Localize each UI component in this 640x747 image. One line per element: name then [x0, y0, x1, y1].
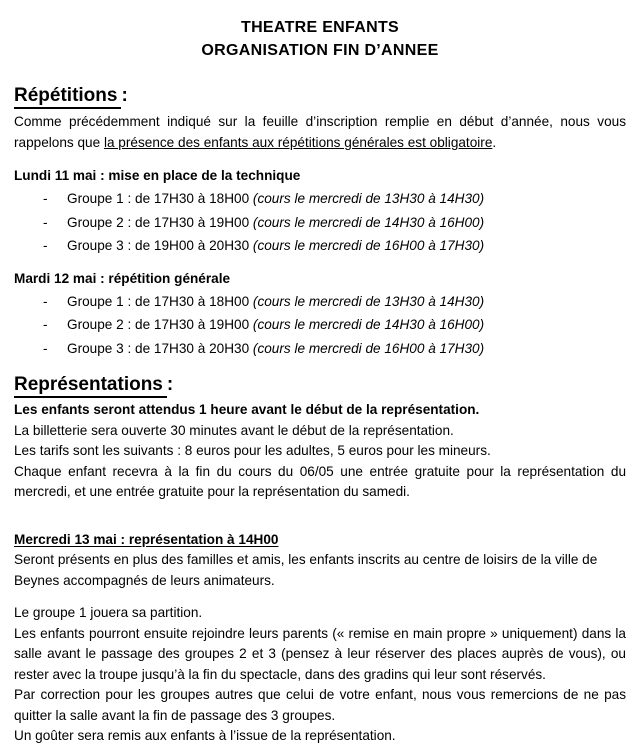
dash-bullet: - — [43, 340, 48, 356]
rehearsal-list-lundi — [14, 187, 626, 258]
representations-info — [14, 400, 626, 503]
day-heading-mardi: Mardi 12 mai : répétition générale — [14, 270, 231, 286]
intro-underlined-text: la présence des enfants aux répétitions générales est obligatoire — [103, 134, 493, 150]
dash-bullet: - — [43, 317, 48, 332]
course-time-note: (cours le mercredi de 13H30 à 14H30) — [252, 293, 485, 309]
document-title — [14, 16, 626, 62]
dash-bullet: - — [43, 214, 48, 230]
line-billetterie: La billetterie sera ouverte 30 minutes avant le début de la représentation. — [14, 422, 454, 438]
list-item — [14, 187, 626, 211]
heading-repetitions — [14, 85, 626, 109]
para-entree-gratuite: Chaque enfant recevra à la fin du cours du 06/05 une entrée gratuite pour la représentation du mercredi, et une entrée gratuite pour la représentation du samedi. — [14, 463, 626, 499]
title-line-1: THEATRE ENFANTS — [241, 19, 399, 36]
list-item — [14, 234, 626, 258]
list-item — [14, 313, 626, 337]
list-item-text: Groupe 1 : de 17H30 à 18H00 (cours le mercredi de 13H30 à 14H30) — [67, 191, 485, 206]
course-time-note: (cours le mercredi de 16H00 à 17H30) — [252, 238, 485, 253]
dash-bullet: - — [43, 191, 48, 206]
line-tarifs: Les tarifs sont les suivants : 8 euros pour les adultes, 5 euros pour les mineurs. — [14, 443, 491, 458]
para-gouter: Un goûter sera remis aux enfants à l’issue de la représentation. — [14, 728, 396, 743]
list-item — [14, 290, 626, 314]
day-heading-mercredi: Mercredi 13 mai : représentation à 14H00 — [14, 531, 279, 547]
course-time-note: (cours le mercredi de 13H30 à 14H30) — [252, 191, 485, 206]
para-groupe1: Le groupe 1 jouera sa partition. — [14, 605, 203, 620]
heading-repetitions-colon: : — [121, 85, 128, 106]
day-heading-lundi: Lundi 11 mai : mise en place de la technique — [14, 168, 301, 183]
para-parents: Les enfants pourront ensuite rejoindre leurs parents (« remise en main propre » uniquement) dans la salle avant le passage des groupes 2 et 3 (pensez à leur réserver des places auprès de vous), ou rester avec la troupe jusqu’à la fin du spectacle, dans des gradins qui leur sont réservés. — [14, 625, 626, 682]
course-time-note: (cours le mercredi de 16H00 à 17H30) — [252, 340, 485, 356]
heading-representations-colon: : — [166, 374, 174, 395]
title-line-2: ORGANISATION FIN D’ANNEE — [201, 42, 439, 59]
list-item-text: Groupe 2 : de 17H30 à 19H00 (cours le mercredi de 14H30 à 16H00) — [67, 214, 485, 230]
para-correction: Par correction pour les groupes autres que celui de votre enfant, nous vous remercions de ne pas quitter la salle avant la fin de passage des 3 groupes. — [14, 687, 626, 723]
course-time-note: (cours le mercredi de 14H30 à 16H00) — [252, 317, 485, 332]
intro-paragraph — [14, 112, 626, 153]
rehearsal-list-mardi — [14, 290, 626, 361]
intro-text: Comme précédemment indiqué sur la feuille d’inscription remplie en début d’année, nous vous rappelons que — [14, 114, 626, 150]
list-item-text: Groupe 1 : de 17H30 à 18H00 (cours le mercredi de 13H30 à 14H30) — [67, 293, 485, 309]
list-item-text: Groupe 3 : de 17H30 à 20H30 (cours le mercredi de 16H00 à 17H30) — [67, 340, 485, 356]
dash-bullet: - — [43, 238, 48, 253]
dash-bullet: - — [43, 293, 48, 309]
list-item-text: Groupe 3 : de 19H00 à 20H30 (cours le mercredi de 16H00 à 17H30) — [67, 238, 485, 253]
para-presents: Seront présents en plus des familles et amis, les enfants inscrits au centre de loisirs de la ville de Beynes accompagnés de leurs animateurs. — [14, 552, 598, 588]
list-item — [14, 337, 626, 361]
course-time-note: (cours le mercredi de 14H30 à 16H00) — [252, 214, 485, 230]
list-item-text: Groupe 2 : de 17H30 à 19H00 (cours le mercredi de 14H30 à 16H00) — [67, 317, 485, 332]
line-attendus: Les enfants seront attendus 1 heure avant le début de la représentation. — [14, 402, 480, 417]
heading-representations — [14, 374, 626, 398]
intro-period: . — [492, 134, 497, 150]
list-item — [14, 211, 626, 235]
heading-repetitions-text: Répétitions — [14, 85, 121, 109]
heading-representations-text: Représentations — [14, 374, 167, 398]
